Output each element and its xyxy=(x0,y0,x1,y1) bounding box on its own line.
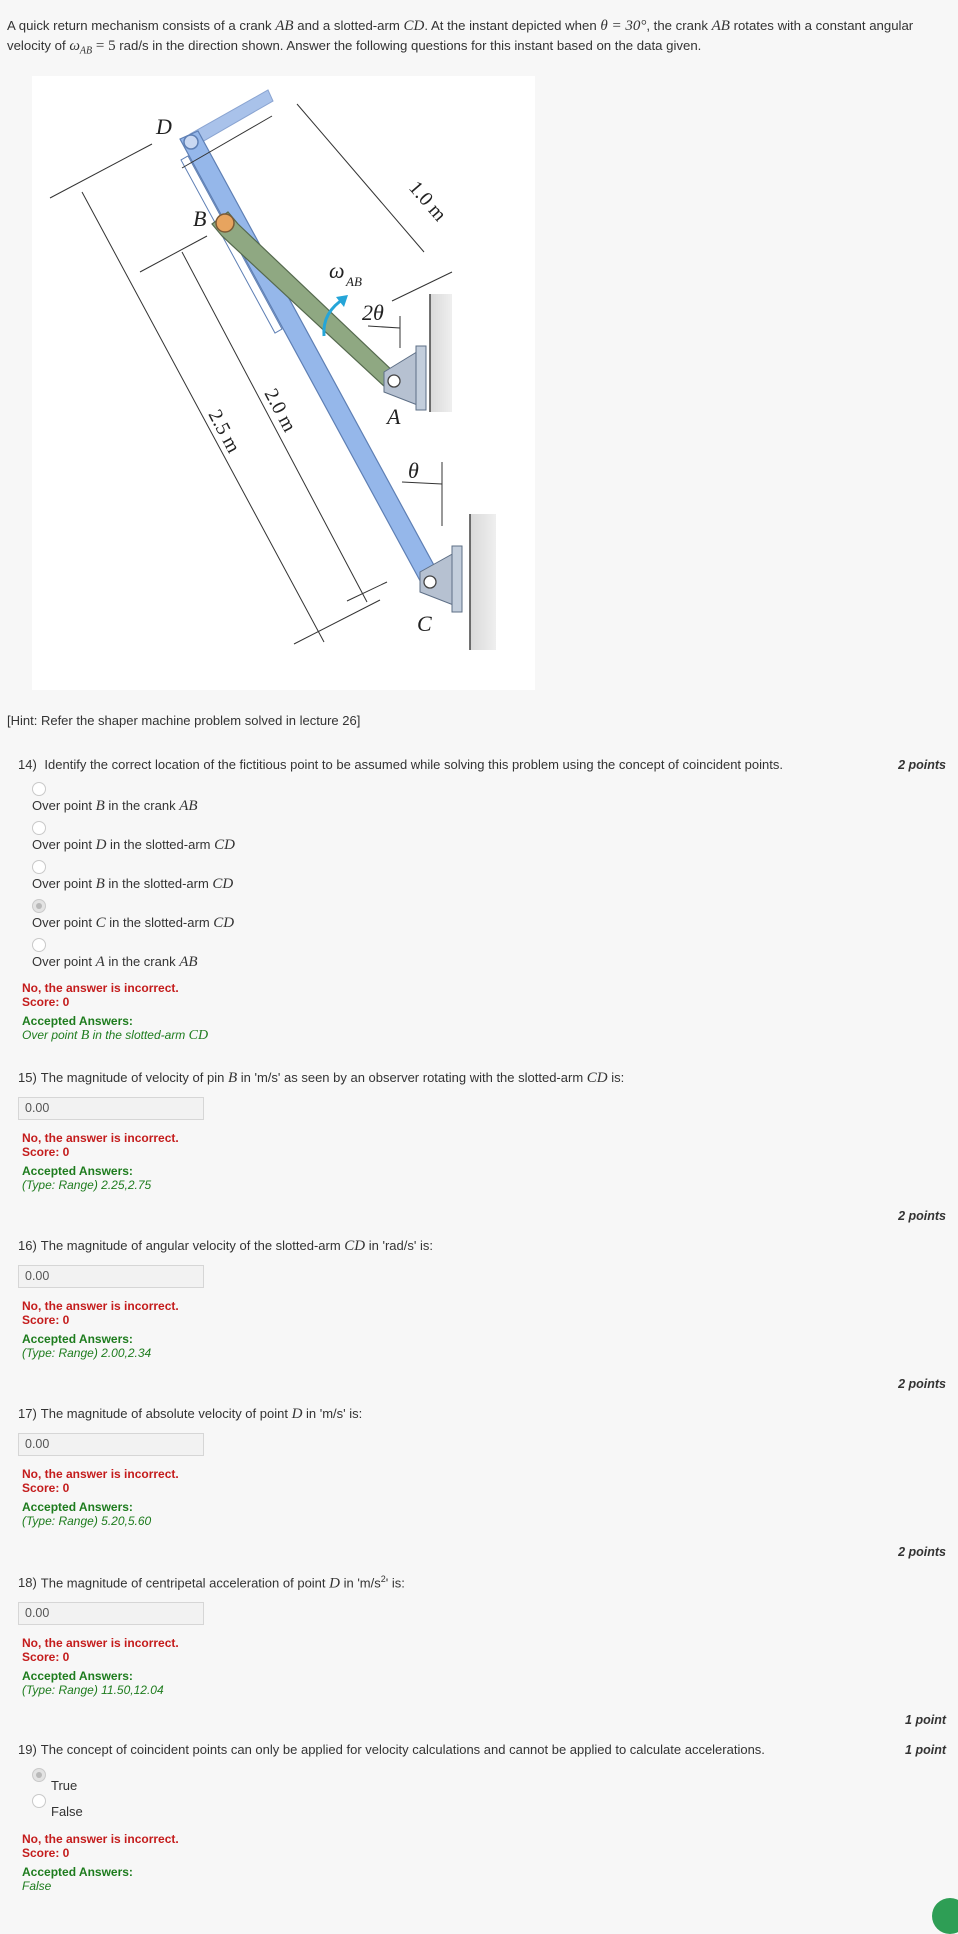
dimension-label-2-5m: 2.5 m xyxy=(203,406,245,457)
math-omega-value: = 5 xyxy=(92,38,116,54)
accepted-answers-label: Accepted Answers: xyxy=(22,1164,133,1178)
dimension-label-2m: 2.0 m xyxy=(259,385,301,436)
question-text: Identify the correct location of the fictitious point to be assumed while solving this problem using the concept of coincident points. xyxy=(44,757,783,772)
radio-button[interactable] xyxy=(32,1794,46,1808)
problem-statement xyxy=(7,16,937,61)
wall-upper xyxy=(430,294,452,412)
question-16: 16) The magnitude of angular velocity of the slotted-arm CD in 'rad/s' is: xyxy=(18,1238,433,1254)
radio-option-5[interactable] xyxy=(32,938,46,955)
answer-input[interactable]: 0.00 xyxy=(18,1265,204,1288)
math-omega: ω xyxy=(69,38,80,54)
radio-button[interactable] xyxy=(32,821,46,835)
math-omega-sub: AB xyxy=(79,45,93,57)
option-label-3[interactable]: Over point B in the slotted-arm CD xyxy=(32,876,234,892)
answer-input[interactable]: 0.00 xyxy=(18,1433,204,1456)
intro-text: A quick return mechanism consists of a crank xyxy=(7,18,276,33)
feedback-block xyxy=(22,981,208,1043)
accepted-answer: (Type: Range) 2.25,2.75 xyxy=(22,1178,152,1192)
mechanism-diagram xyxy=(32,76,535,690)
radio-false[interactable] xyxy=(32,1794,46,1811)
points-label: 1 point xyxy=(905,1713,946,1727)
radio-option-3[interactable] xyxy=(32,860,46,877)
hint-text: [Hint: Refer the shaper machine problem solved in lecture 26] xyxy=(7,713,361,728)
question-19: 19) The concept of coincident points can only be applied for velocity calculations and cannot be applied to calculate accelerations. xyxy=(18,1742,765,1757)
label-D: D xyxy=(156,114,172,139)
score-text: Score: 0 xyxy=(22,995,70,1009)
intro-text: velocity of xyxy=(7,38,70,53)
radio-button-selected[interactable] xyxy=(32,1768,46,1782)
label-omega-sub: AB xyxy=(346,274,362,289)
question-18: 18) The magnitude of centripetal acceleration of point D in '$m/s^2$' is: xyxy=(18,1574,405,1592)
radio-option-4-selected[interactable] xyxy=(32,899,46,916)
pin-C xyxy=(424,576,436,588)
question-15: 15) The magnitude of velocity of pin B in 'm/s' as seen by an observer rotating with the slotted-arm CD is: xyxy=(18,1070,625,1086)
answer-input[interactable]: 0.00 xyxy=(18,1097,204,1120)
points-label: 1 point xyxy=(905,1743,946,1757)
incorrect-feedback: No, the answer is incorrect. xyxy=(22,981,179,995)
pin-D xyxy=(184,135,198,149)
slotted-arm-CD xyxy=(180,131,442,588)
question-14 xyxy=(18,757,878,772)
feedback-block: No, the answer is incorrect. Score: 0 Accepted Answers: (Type: Range) 5.20,5.60 xyxy=(22,1467,179,1528)
label-B: B xyxy=(193,206,207,231)
radio-button[interactable] xyxy=(32,860,46,874)
pin-A xyxy=(388,375,400,387)
pin-B xyxy=(216,214,234,232)
radio-option-2[interactable] xyxy=(32,821,46,838)
points-label: 2 points xyxy=(898,1209,946,1223)
wall-lower xyxy=(470,514,496,650)
accepted-answers-label: Accepted Answers: xyxy=(22,1014,133,1028)
math-theta: θ = 30° xyxy=(600,18,647,34)
question-17: 17) The magnitude of absolute velocity of point D in 'm/s' is: xyxy=(18,1406,363,1422)
label-C: C xyxy=(417,611,432,636)
math-CD: CD xyxy=(403,18,425,34)
feedback-block: No, the answer is incorrect. Score: 0 Accepted Answers: False xyxy=(22,1832,179,1893)
option-label-4[interactable]: Over point C in the slotted-arm CD xyxy=(32,915,235,931)
intro-text: rotates with a constant angular xyxy=(729,18,914,33)
intro-text: rad/s in the direction shown. Answer the following questions for this instant based on the data given. xyxy=(115,38,702,53)
radio-option-1[interactable] xyxy=(32,782,46,799)
radio-button[interactable] xyxy=(32,782,46,796)
option-label-1[interactable]: Over point B in the crank AB xyxy=(32,798,198,814)
label-2theta: 2θ xyxy=(362,300,384,325)
option-label-5[interactable]: Over point A in the crank AB xyxy=(32,954,198,970)
feedback-block xyxy=(22,1131,179,1192)
label-omega: ω xyxy=(329,258,345,283)
feedback-block: No, the answer is incorrect. Score: 0 Accepted Answers: (Type: Range) 11.50,12.04 xyxy=(22,1636,179,1697)
points-label: 2 points xyxy=(898,1545,946,1559)
math-AB: AB xyxy=(711,18,730,34)
score-text: Score: 0 xyxy=(22,1145,70,1159)
mechanism-figure xyxy=(32,76,535,690)
label-A: A xyxy=(387,404,401,429)
radio-button[interactable] xyxy=(32,938,46,952)
intro-text: . At the instant depicted when xyxy=(424,18,601,33)
incorrect-feedback: No, the answer is incorrect. xyxy=(22,1131,179,1145)
answer-input[interactable]: 0.00 xyxy=(18,1602,204,1625)
intro-text: and a slotted-arm xyxy=(293,18,404,33)
intro-text: , the crank xyxy=(646,18,712,33)
radio-button-selected[interactable] xyxy=(32,899,46,913)
question-number: 14) xyxy=(18,757,37,772)
accepted-answer: Over point B in the slotted-arm CD xyxy=(22,1028,209,1043)
feedback-block: No, the answer is incorrect. Score: 0 Accepted Answers: (Type: Range) 2.00,2.34 xyxy=(22,1299,179,1360)
floating-action-icon[interactable] xyxy=(932,1898,958,1934)
dimension-label-1m: 1.0 m xyxy=(404,176,451,226)
math-AB: AB xyxy=(275,18,294,34)
option-true-label[interactable]: True xyxy=(51,1778,78,1793)
option-label-2[interactable]: Over point D in the slotted-arm CD xyxy=(32,837,235,853)
label-theta: θ xyxy=(408,458,419,483)
points-label: 2 points xyxy=(898,758,946,772)
points-label: 2 points xyxy=(898,1377,946,1391)
option-false-label[interactable]: False xyxy=(51,1804,83,1819)
radio-true-selected[interactable] xyxy=(32,1768,46,1785)
